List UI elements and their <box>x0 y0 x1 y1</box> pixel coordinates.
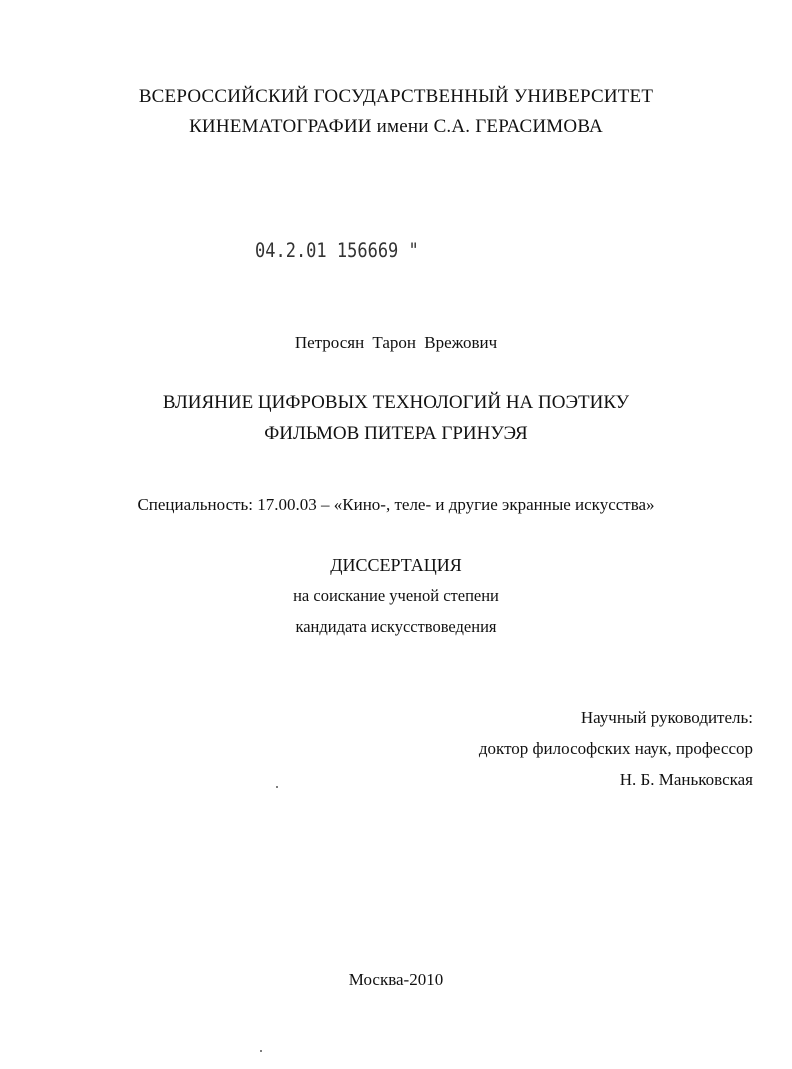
scan-speck <box>276 786 278 788</box>
dissertation-title-line-1: ВЛИЯНИЕ ЦИФРОВЫХ ТЕХНОЛОГИЙ НА ПОЭТИКУ <box>162 392 630 413</box>
supervisor-label: Научный руководитель: <box>580 708 753 727</box>
degree-line-2: кандидата искусствоведения <box>295 617 497 636</box>
degree-line-1: на соискание ученой степени <box>293 586 499 605</box>
dissertation-title-line-2: ФИЛЬМОВ ПИТЕРА ГРИНУЭЯ <box>264 423 528 444</box>
archive-stamp-number: 04.2.01 156669 " <box>255 239 419 263</box>
document-type: ДИССЕРТАЦИЯ <box>330 555 462 575</box>
city-year: Москва-2010 <box>348 970 444 989</box>
author-name: Петросян Тарон Врежович <box>294 333 498 352</box>
specialty-line: Специальность: 17.00.03 – «Кино-, теле- и другие экранные искусства» <box>137 495 655 514</box>
scan-speck <box>260 1050 262 1052</box>
institution-name-line-1: ВСЕРОССИЙСКИЙ ГОСУДАРСТВЕННЫЙ УНИВЕРСИТЕТ <box>138 86 654 107</box>
supervisor-title: доктор философских наук, профессор <box>478 739 753 758</box>
institution-name-line-2: КИНЕМАТОГРАФИИ имени С.А. ГЕРАСИМОВА <box>189 116 603 137</box>
supervisor-name: Н. Б. Маньковская <box>619 770 753 789</box>
